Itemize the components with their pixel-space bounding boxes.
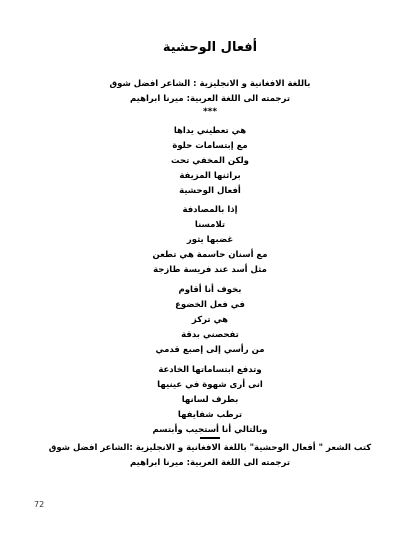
verse-line: أفعال الوحشية	[179, 186, 241, 196]
verse-line: وبالتالي أنا أستجيب وأبتسم	[152, 425, 268, 435]
stanza-2	[0, 203, 420, 278]
verse-line: في فعل الخضوع	[175, 300, 245, 310]
verse-line: هي تركز	[191, 315, 229, 325]
poem-title: أفعال الوحشية	[162, 40, 258, 55]
author-line: باللغة الافغانية و الانجليزية : الشاعر افضل شوق	[109, 79, 311, 89]
footer-divider	[200, 437, 220, 439]
verse-line: مثل أسد عند فريسة طازجة	[153, 265, 267, 275]
verse-line: مع إبتسامات حلوة	[172, 141, 248, 151]
verse-line: غضبها يثور	[186, 235, 234, 245]
verse-line: وتدفع ابتساماتها الخادعة	[158, 365, 262, 375]
stanza-4	[0, 363, 420, 438]
verse-line: إذا بالمصادفة	[182, 205, 238, 215]
verse-line: بطرف لسانها	[181, 395, 239, 405]
stanza-3	[0, 283, 420, 358]
stanza-1	[0, 124, 420, 199]
page-number: 72	[34, 500, 45, 509]
credits-translator-line: ترجمته الى اللغة العربية: ميرنا ابراهيم	[129, 458, 291, 468]
verse-line: هي تعطيني يداها	[173, 126, 247, 136]
verse-line: ترطب شفايفها	[177, 410, 243, 420]
verse-line: براثنها المزيفة	[179, 171, 241, 181]
verse-line: انى أرى شهوة في عينيها	[157, 380, 263, 390]
verse-line: مع أسنان حاسمة هي تطعن	[152, 250, 268, 260]
section-separator: ***	[202, 107, 218, 117]
verse-line: من رأسي إلى إصبع قدمي	[155, 345, 265, 355]
translator-line: ترجمته الى اللغة العربية: ميرنا ابراهيم	[129, 94, 291, 104]
verse-line: تلامسنا	[194, 220, 226, 230]
credits-author-line: كتب الشعر " أفعال الوحشية" باللغة الافغانية و الانجليزية :الشاعر افضل شوق	[48, 443, 372, 453]
verse-line: ولكن المخفي تحت	[171, 156, 249, 166]
credits-footer	[0, 441, 420, 471]
verse-line: تفحصني بدقة	[181, 330, 239, 340]
verse-line: بخوف أنا أقاوم	[178, 285, 242, 295]
author-translator-header	[0, 77, 420, 107]
